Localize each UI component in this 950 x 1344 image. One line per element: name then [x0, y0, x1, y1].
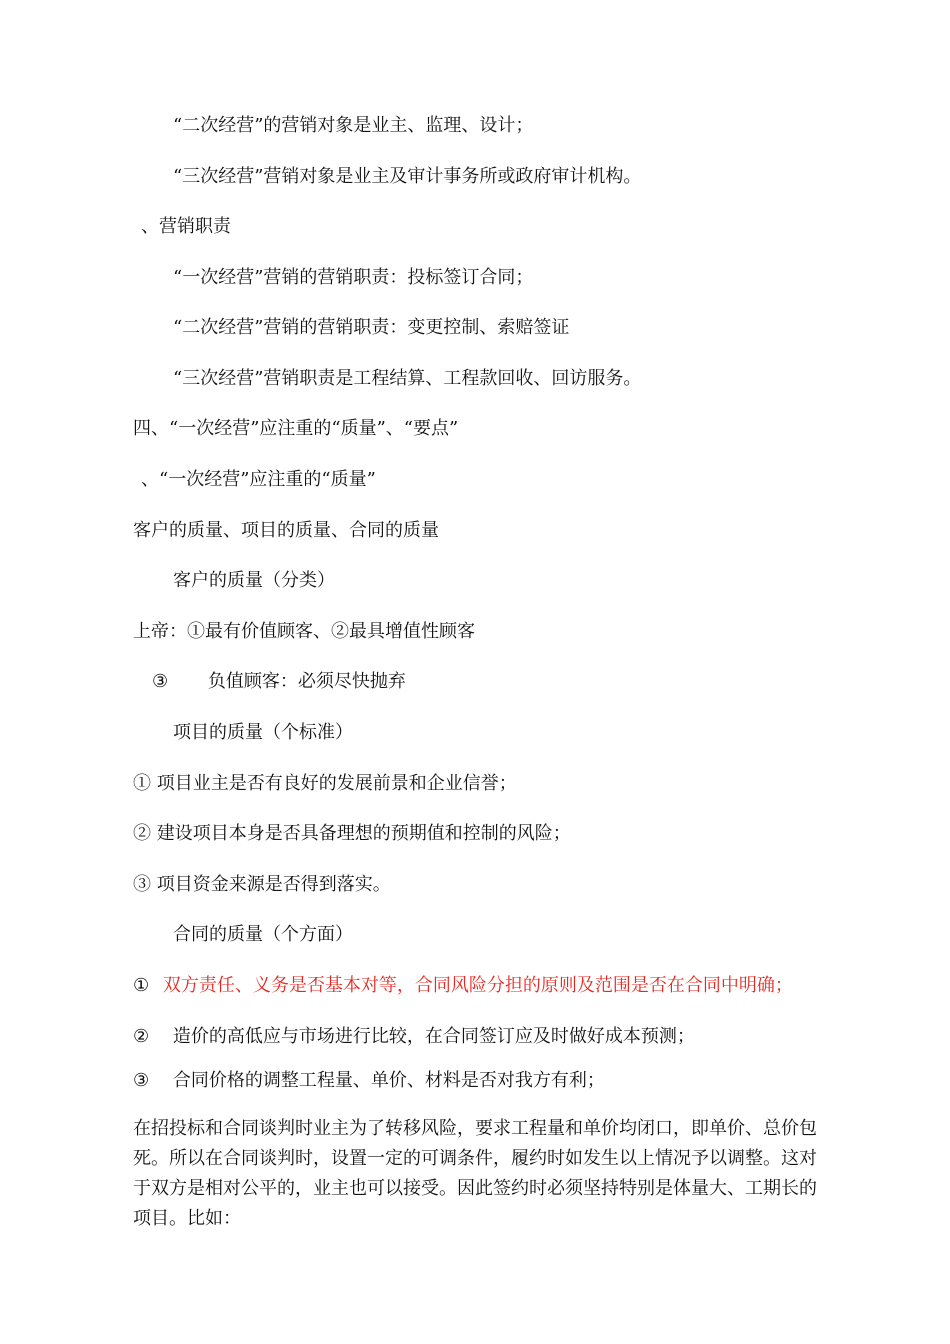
section-heading: 、“一次经营”应注重的“质量”: [141, 469, 376, 490]
text-line: 客户的质量、项目的质量、合同的质量: [133, 520, 439, 541]
text-line: “二次经营”营销的营销职责：变更控制、索赔签证: [173, 317, 570, 338]
list-item: ② 建设项目本身是否具备理想的预期值和控制的风险；: [133, 823, 571, 844]
chapter-heading: 四、“一次经营”应注重的“质量”、“要点”: [133, 418, 459, 439]
highlighted-text: 双方责任、义务是否基本对等，合同风险分担的原则及范围是否在合同中明确；: [162, 975, 793, 996]
subheading: 合同的质量（个方面）: [173, 924, 353, 945]
text-line: “三次经营”营销对象是业主及审计事务所或政府审计机构。: [173, 166, 642, 187]
subheading: 项目的质量（个标准）: [173, 722, 353, 743]
list-item: [133, 1069, 605, 1093]
list-item: [152, 670, 406, 694]
list-item: ③ 项目资金来源是否得到落实。: [133, 874, 391, 895]
list-item-highlighted: [133, 974, 793, 998]
list-marker: ③: [152, 671, 169, 692]
section-heading: 、营销职责: [141, 216, 231, 237]
text-line: “二次经营”的营销对象是业主、监理、设计；: [173, 115, 534, 136]
list-text: 合同价格的调整工程量、单价、材料是否对我方有利；: [172, 1070, 605, 1091]
list-item: [133, 1025, 695, 1049]
list-marker: ③: [133, 1070, 150, 1091]
list-text: 负值顾客：必须尽快抛弃: [207, 671, 406, 692]
text-line: “一次经营”营销的营销职责：投标签订合同；: [173, 267, 534, 288]
list-marker: ①: [133, 975, 150, 996]
list-marker: ②: [133, 1026, 150, 1047]
subheading: 客户的质量（分类）: [173, 570, 335, 591]
list-text: 造价的高低应与市场进行比较，在合同签订应及时做好成本预测；: [172, 1026, 695, 1047]
list-item: ① 项目业主是否有良好的发展前景和企业信誉；: [133, 773, 517, 794]
text-line: “三次经营”营销职责是工程结算、工程款回收、回访服务。: [173, 368, 642, 389]
text-line: 上帝：①最有价值顾客、②最具增值性顾客: [133, 621, 475, 642]
body-paragraph: 在招投标和合同谈判时业主为了转移风险，要求工程量和单价均闭口，即单价、总价包死。所以在合同谈判时，设置一定的可调条件，履约时如发生以上情况予以调整。这对于双方是相对公平的，业主也可以接受。因此签约时必须坚持特别是体量大、工期长的项目。比如：: [133, 1118, 817, 1229]
